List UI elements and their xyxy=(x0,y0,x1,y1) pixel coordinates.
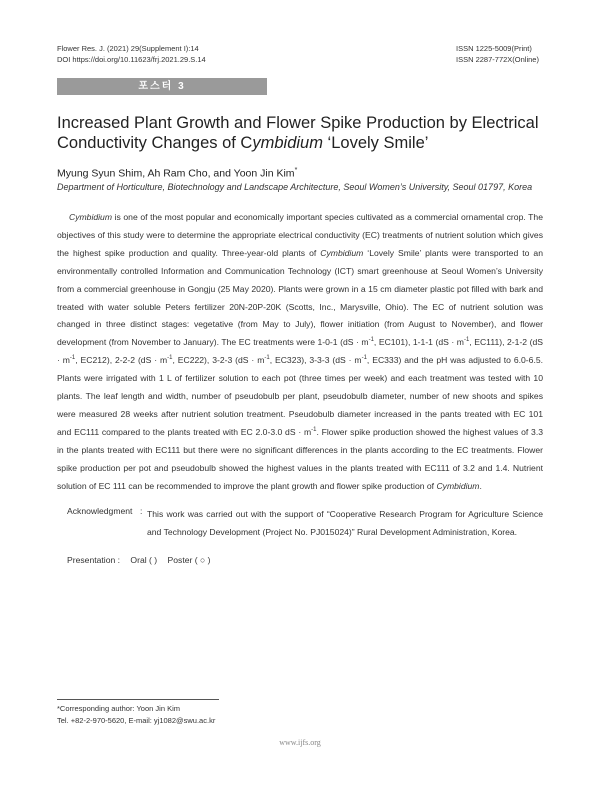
abstract-text: , EC111), 2-1-2 (dS · m xyxy=(57,337,543,366)
title-text: Increased Plant Growth and Flower Spike Production by Electrical Conductivity Changes of C xyxy=(57,114,539,152)
corresponding-author: *Corresponding author: Yoon Jin Kim xyxy=(57,704,180,713)
footnote xyxy=(57,703,215,727)
presentation-poster: Poster ( ○ ) xyxy=(167,555,211,565)
affiliation: Department of Horticulture, Biotechnology and Landscape Architecture, Seoul Women’s University, Seoul 01797, Korea xyxy=(57,182,533,192)
unit-superscript: -1 xyxy=(361,355,367,362)
title-cultivar: ‘Lovely Smile’ xyxy=(322,134,429,152)
unit-superscript: -1 xyxy=(69,355,76,362)
unit-superscript: -1 xyxy=(368,337,374,344)
unit-superscript: -1 xyxy=(167,355,173,362)
genus-name: Cymbidium xyxy=(320,247,364,258)
issn-print: ISSN 1225-5009(Print) xyxy=(456,44,532,53)
poster-banner: 포스터 3 xyxy=(57,78,267,95)
acknowledgment-text: This work was carried out with the support of “Cooperative Research Program for Agriculture Science and Technology Development (Project No. PJ015024)” Rural Development Administration, Korea. xyxy=(147,509,543,537)
abstract-text: is one of the most popular and economically important species cultivated as a commercial ornamental crop. The objectives of this study were to determine the appropriate electrical conductivity (EC) treatments of nutrient solution which gives the highest spike production and quality. Three-year-old plants of xyxy=(57,212,543,258)
presentation-oral: Oral ( ) xyxy=(130,555,158,565)
genus-name: Cymbidium xyxy=(436,480,480,491)
journal-header-left xyxy=(57,44,206,65)
title-genus: ymbidium xyxy=(252,134,323,152)
abstract-text: , EC101), 1-1-1 (dS · m xyxy=(373,337,464,348)
author-list xyxy=(57,167,297,180)
presentation-line xyxy=(67,555,218,565)
abstract-text: ‘Lovely Smile’ plants were transported to an environmentally controlled Information and Communication Technology (ICT) smart greenhouse at Seoul Women’s University from a commercial greenhouse in Gongju (25 May 2020). Plants were grown in a 15 cm diameter plastic pot filled with bark and treated with water soluble Peters fertilizer 20N-20P-20K (Scotts, Inc., Marysville, Ohio). The EC of nutrient solution was changed in three distinct stages: vegetative (from May to July), flower initiation (from August to November), and flower development (from November to January). The EC treatments were 1-0-1 (dS · m xyxy=(57,247,543,348)
unit-superscript: -1 xyxy=(264,355,270,362)
presentation-label: Presentation : xyxy=(67,555,121,565)
unit-superscript: -1 xyxy=(463,337,470,344)
doi-line: DOI https://doi.org/10.11623/frj.2021.29.S.14 xyxy=(57,54,206,64)
abstract-text: . Flower spike production showed the highest values of 3.3 in the plants treated with EC111 but there were no significant differences in the plants according to the EC treatments. Flower spike production per pot and pseudobulb showed the highest values in the plants treated with EC111 of 3.2 and 1.4. Nutrient solution of EC 111 can be recommended to improve the plant growth and flower spike production of xyxy=(57,426,544,491)
abstract-text: , EC212), 2-2-2 (dS · m xyxy=(75,355,168,366)
abstract-text: , EC323), 3-3-3 (dS · m xyxy=(269,355,362,366)
authors-text: Myung Syun Shim, Ah Ram Cho, and Yoon Jin Kim xyxy=(57,167,295,180)
footnote-divider xyxy=(57,699,219,700)
acknowledgment-colon: : xyxy=(140,506,143,516)
article-title xyxy=(57,113,557,153)
abstract-text: . xyxy=(479,480,482,491)
acknowledgment-label: Acknowledgment xyxy=(67,506,133,516)
journal-citation: Flower Res. J. (2021) 29(Supplement I):14 xyxy=(57,44,199,53)
abstract-body xyxy=(57,209,543,496)
corresponding-mark: * xyxy=(294,167,298,174)
contact-info: Tel. +82-2-970-5620, E-mail: yj1082@swu.ac.kr xyxy=(57,716,216,725)
issn-online: ISSN 2287-772X(Online) xyxy=(456,54,539,64)
unit-superscript: -1 xyxy=(311,427,317,434)
abstract-text: , EC222), 3-2-3 (dS · m xyxy=(172,355,265,366)
genus-name: Cymbidium xyxy=(69,212,112,222)
journal-header-right xyxy=(456,44,539,65)
journal-url: www.ijfs.org xyxy=(279,738,321,747)
abstract-text: , EC333) and the pH was adjusted to 6.0-6.5. Plants were irrigated with 1 L of fertilizer solution to each pot (three times per week) and each treatment was tested with 10 plants. The leaf length and width, number of pseudobulb per plant, pseudobulb diameter, number of new shoots and spikes were measured 28 weeks after nutrient solution treatment. Pseudobulb diameter increased in the pants treated with EC 101 and EC111 compared to the plants treated with EC 2.0-3.0 dS · m xyxy=(57,355,543,437)
